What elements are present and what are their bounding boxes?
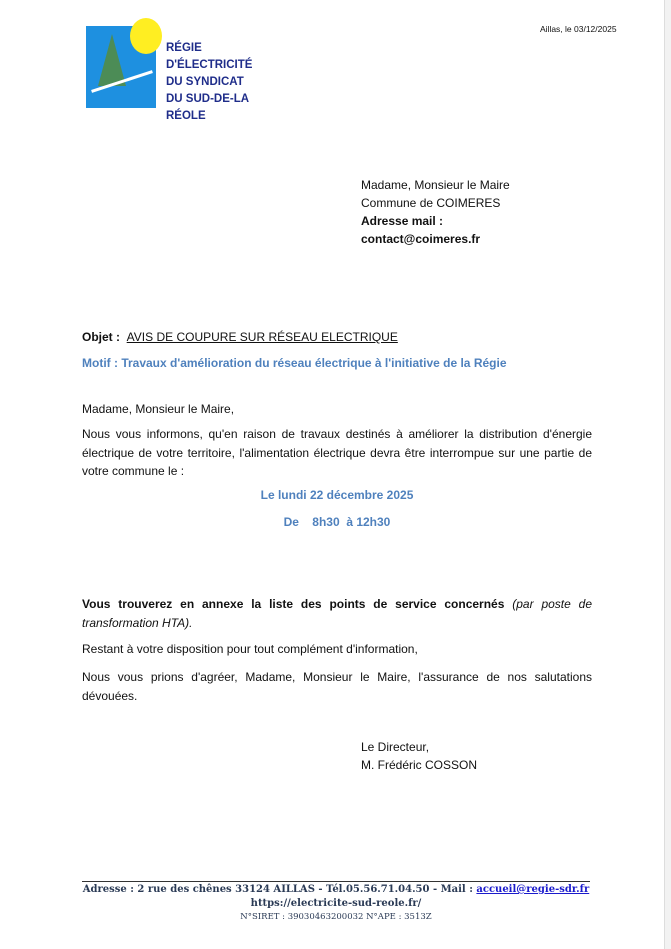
- outage-time: De 8h30 à 12h30: [283, 515, 391, 529]
- company-logo: [84, 18, 284, 122]
- recipient-email-label: Adresse mail :: [361, 214, 444, 228]
- subject-value: AVIS DE COUPURE SUR RÉSEAU ELECTRIQUE: [126, 330, 398, 344]
- logo-text: [166, 40, 284, 125]
- footer-ids: N°SIRET : 39030463200032 N°APE : 3513Z: [240, 912, 432, 922]
- footer-address: [82, 884, 590, 895]
- body-paragraph: Restant à votre disposition pour tout complément d'information,: [82, 642, 418, 656]
- closing-paragraph: Nous vous prions d'agréer, Madame, Monsieur le Maire, l'assurance de nos salutations dévouées.: [82, 670, 592, 703]
- footer-divider: [82, 881, 590, 882]
- signature-name: M. Frédéric COSSON: [361, 758, 478, 772]
- footer-website: https://electricite-sud-reole.fr/: [250, 898, 422, 909]
- salutation: Madame, Monsieur le Maire,: [82, 402, 235, 416]
- letter-date: Aillas, le 03/12/2025: [540, 24, 617, 34]
- subject: [82, 330, 398, 344]
- logo-line: DU SUD-DE-LA RÉOLE: [166, 93, 249, 122]
- page-edge: [664, 0, 671, 949]
- footer-email-link[interactable]: accueil@regie-sdr.fr: [476, 884, 590, 895]
- footer-address-text: Adresse : 2 rue des chênes 33124 AILLAS - Tél.05.56.71.04.50 - Mail :: [82, 884, 477, 895]
- annex-italic: (par poste de transformation HTA).: [82, 597, 593, 630]
- outage-date: Le lundi 22 décembre 2025: [260, 488, 414, 502]
- recipient-block: [361, 176, 510, 248]
- recipient-name: Madame, Monsieur le Maire: [361, 178, 510, 192]
- annex-bold: Vous trouverez en annexe la liste des points de service concernés: [82, 597, 505, 611]
- body-paragraph: Nous vous informons, qu'en raison de travaux destinés à améliorer la distribution d'énergie électrique de votre territoire, l'alimentation électrique devra être interrompue sur une partie de votre commune le :: [82, 427, 592, 478]
- signature-block: [361, 738, 477, 774]
- recipient-commune: Commune de COIMERES: [361, 196, 501, 210]
- logo-line: DU SYNDICAT: [166, 76, 244, 88]
- signature-title: Le Directeur,: [361, 740, 430, 754]
- motif: Motif : Travaux d'amélioration du réseau électrique à l'initiative de la Régie: [82, 356, 507, 370]
- logo-line: RÉGIE D'ÉLECTRICITÉ: [166, 42, 253, 71]
- annex-paragraph: [82, 595, 592, 632]
- recipient-email: contact@coimeres.fr: [361, 232, 481, 246]
- subject-label: Objet :: [82, 330, 120, 344]
- tree-icon: [98, 34, 126, 86]
- sun-icon: [130, 18, 162, 54]
